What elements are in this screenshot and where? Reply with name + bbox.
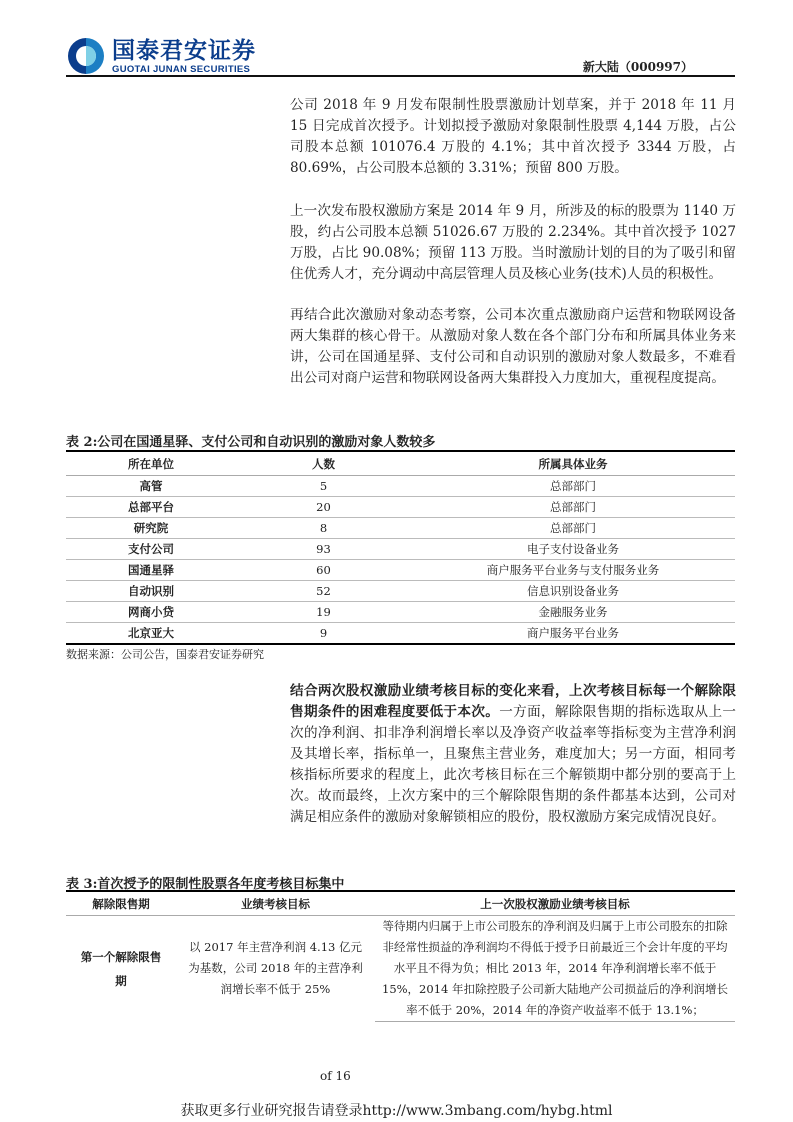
business-cell: 总部部门 [411,497,735,518]
table3-title: 表 3:首次授予的限制性股票各年度考核目标集中 [66,877,345,892]
page-number: of 16 [320,1069,351,1083]
count-cell: 5 [236,476,411,497]
business-cell: 总部部门 [411,476,735,497]
previous-target-cell: 等待期内归属于上市公司股东的净利润及归属于上市公司股东的扣除非经常性损益的净利润均不得低于授予日前最近三个会计年度的平均水平且不得为负；相比 2013 年，2014 年净利润增长率不低于 15%，2014 年扣除控股子公司新大陆地产公司损益后的净利润增长率不低于 20%，2014 年的净资产收益率不低于 13.1%； [375,916,735,1022]
table-row [66,518,735,539]
logo-text-cn: 国泰君安证券 [112,37,256,64]
table-row [66,916,735,1022]
table-header-row [66,891,735,916]
table3 [66,890,735,1022]
company-logo [66,36,256,76]
column-header: 所在单位 [66,451,236,476]
table-row [66,539,735,560]
table-row [66,581,735,602]
unit-cell: 支付公司 [66,539,236,560]
table-row [66,602,735,623]
period-cell: 第一个解除限售期 [80,949,162,988]
count-cell: 9 [236,623,411,645]
header-divider [66,75,735,77]
count-cell: 60 [236,560,411,581]
unit-cell: 北京亚大 [66,623,236,645]
paragraph-4 [290,681,736,828]
count-cell: 19 [236,602,411,623]
column-header: 上一次股权激励业绩考核目标 [375,891,735,916]
target-cell: 以 2017 年主营净利润 4.13 亿元为基数，公司 2018 年的主营净利润增长率不低于 25% [188,940,363,997]
column-header: 解除限售期 [66,891,176,916]
business-cell: 商户服务平台业务与支付服务业务 [411,560,735,581]
paragraph-3: 再结合此次激励对象动态考察，公司本次重点激励商户运营和物联网设备两大集群的核心骨干。从激励对象人数在各个部门分布和所属具体业务来讲，公司在国通星驿、支付公司和自动识别的激励对象人数最多，不难看出公司对商户运营和物联网设备两大集群投入力度加大，重视程度提高。 [290,307,736,386]
column-header: 业绩考核目标 [176,891,375,916]
business-cell: 信息识别设备业务 [411,581,735,602]
table-header-row [66,451,735,476]
unit-cell: 网商小贷 [66,602,236,623]
unit-cell: 国通星驿 [66,560,236,581]
table2-title: 表 2:公司在国通星驿、支付公司和自动识别的激励对象人数较多 [66,435,436,450]
count-cell: 52 [236,581,411,602]
table-row [66,497,735,518]
business-cell: 金融服务业务 [411,602,735,623]
count-cell: 93 [236,539,411,560]
column-header: 人数 [236,451,411,476]
paragraph-1: 公司 2018 年 9 月发布限制性股票激励计划草案，并于 2018 年 11 月 15 日完成首次授予。计划拟授予激励对象限制性股票 4,144 万股，占公司股本总额 101076.4 万股的 4.1%；其中首次授予 3344 万股，占 80.69%，占公司股本总额的 3.31%；预留 800 万股。 [290,97,736,176]
business-cell: 商户服务平台业务 [411,623,735,645]
logo-emblem-icon [66,36,106,76]
table-row [66,476,735,497]
business-cell: 总部部门 [411,518,735,539]
business-cell: 电子支付设备业务 [411,539,735,560]
unit-cell: 高管 [66,476,236,497]
stock-ticker: 新大陆（000997） [582,60,693,74]
table-row [66,623,735,645]
table2-source: 数据来源：公司公告，国泰君安证券研究 [66,648,264,661]
unit-cell: 研究院 [66,518,236,539]
count-cell: 8 [236,518,411,539]
paragraph-4-text: 一方面，解除限售期的指标选取从上一次的净利润、扣非净利润增长率以及净资产收益率等指标变为主营净利润及其增长率，指标单一，且聚焦主营业务，难度加大；另一方面，相同考核指标所要求的程度上，此次考核目标在三个解锁期中都分别的要高于上次。故而最终，上次方案中的三个解除限售期的条件都基本达到，公司对满足相应条件的激励对象解锁相应的股份，股权激励方案完成情况良好。 [290,704,737,825]
unit-cell: 总部平台 [66,497,236,518]
footer-link-text[interactable]: 获取更多行业研究报告请登录http://www.3mbang.com/hybg.html [180,1103,613,1119]
column-header: 所属具体业务 [411,451,735,476]
count-cell: 20 [236,497,411,518]
paragraph-2: 上一次发布股权激励方案是 2014 年 9 月，所涉及的标的股票为 1140 万股，约占公司股本总额 51026.67 万股的 2.234%。其中首次授予 1027 万股，占比 90.08%；预留 113 万股。当时激励计划的目的为了吸引和留住优秀人才，充分调动中高层管理人员及核心业务(技术)人员的积极性。 [290,203,736,282]
paragraph-4-bold: 结合两次股权激励业绩考核目标的变化来看，上次考核目标每一个解除限售期条件的困难程度要低于本次。 [290,683,736,720]
unit-cell: 自动识别 [66,581,236,602]
table2 [66,450,735,645]
logo-text-en: GUOTAI JUNAN SECURITIES [112,63,251,75]
table-row [66,560,735,581]
